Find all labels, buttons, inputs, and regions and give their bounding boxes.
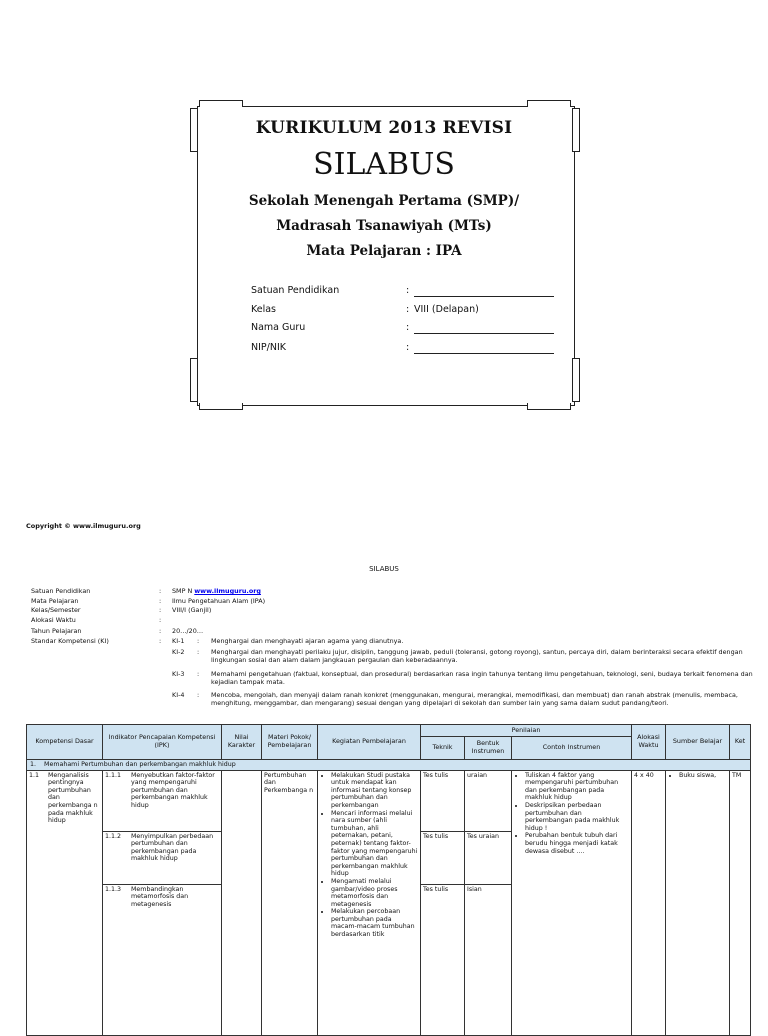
cover-field-colon: : bbox=[406, 285, 410, 296]
ipk-text: Membandingkan metamorfosis dan metagenesis bbox=[131, 885, 189, 908]
teknik-item: Tes tulis bbox=[421, 832, 464, 885]
info-value: 20…/20… bbox=[172, 627, 204, 635]
cover-school-line2: Madrasah Tsanawiyah (MTs) bbox=[276, 218, 492, 234]
cover-school-line1: Sekolah Menengah Pertama (SMP)/ bbox=[248, 193, 520, 209]
frame-tab bbox=[199, 403, 243, 410]
info-label: Alokasi Waktu bbox=[31, 616, 76, 624]
bentuk-item: uraian bbox=[465, 771, 511, 832]
ipk-text: Menyimpulkan perbedaan pertumbuhan dan perkembangan pada makhluk hidup bbox=[131, 832, 214, 863]
ki-colon: : bbox=[197, 670, 200, 678]
ipk-item bbox=[103, 771, 221, 832]
info-label: Mata Pelajaran bbox=[31, 597, 79, 605]
header-materi: Materi Pokok/ Pembelajaran bbox=[262, 725, 318, 760]
ipk-code: 1.1.3 bbox=[105, 885, 122, 893]
list-item: • Melakukan percobaan pertumbuhan pada macam-macam tumbuhan berdasarkan titik bbox=[331, 908, 418, 938]
kd-cell bbox=[27, 770, 103, 1035]
cover-field-blank bbox=[414, 343, 554, 354]
cover-field-colon: : bbox=[406, 322, 410, 333]
cover-field-colon: : bbox=[406, 342, 410, 353]
frame-tab bbox=[199, 100, 243, 107]
cover-field-colon: : bbox=[406, 304, 410, 315]
info-colon: : bbox=[159, 606, 162, 614]
bentuk-item: Isian bbox=[467, 885, 482, 893]
header-contoh: Contoh Instrumen bbox=[512, 737, 632, 760]
ki-colon: : bbox=[197, 637, 200, 645]
ipk-item bbox=[103, 832, 221, 885]
ki-text: Menghargai dan menghayati perilaku jujur, disiplin, tanggung jawab, peduli (toleransi, gotong royong), santun, percaya diri, dalam berinteraksi secara efektif dengan lingkungan sosial dan alam dalam jangkauan pergaulan dan keberadaannya. bbox=[211, 648, 743, 664]
header-nilai: Nilai Karakter bbox=[222, 725, 262, 760]
header-bentuk: Bentuk Instrumen bbox=[465, 737, 512, 760]
teknik-item: Tes tulis bbox=[421, 771, 464, 832]
frame-tab bbox=[527, 100, 571, 107]
teknik-cell bbox=[421, 770, 465, 1035]
syllabus-heading: SILABUS bbox=[369, 565, 399, 573]
frame-tab bbox=[190, 358, 198, 402]
ipk-cell bbox=[103, 770, 222, 1035]
cover-field-label: NIP/NIK bbox=[251, 342, 286, 353]
section-row bbox=[27, 760, 751, 771]
info-label: Tahun Pelajaran bbox=[31, 627, 82, 635]
header-sumber: Sumber Belajar bbox=[666, 725, 730, 760]
list-item: • Buku siswa, bbox=[679, 772, 727, 780]
cover-field-label: Satuan Pendidikan bbox=[251, 285, 340, 296]
teknik-item: Tes tulis bbox=[423, 885, 449, 893]
list-item: • Mengamati melalui gambar/video proses metamorfosis dan metagenesis bbox=[331, 878, 418, 908]
info-value: VIII/I (Ganjil) bbox=[172, 606, 212, 614]
cover-curriculum-title: KURIKULUM 2013 REVISI bbox=[255, 118, 513, 138]
contoh-list bbox=[514, 772, 629, 856]
table-row bbox=[27, 770, 751, 1035]
cover-field-blank bbox=[414, 323, 554, 334]
info-value: Ilmu Pengetahuan Alam (IPA) bbox=[172, 597, 266, 605]
ipk-item bbox=[103, 885, 221, 910]
ki-code: KI-4 bbox=[172, 691, 185, 699]
kd-number: 1.1 bbox=[29, 771, 40, 779]
list-item: • Deskripsikan perbedaan pertumbuhan dan perkembangan pada makhluk hidup ! bbox=[525, 802, 629, 832]
section-title: Memahami Pertumbuhan dan perkembangan makhluk hidup bbox=[44, 761, 236, 768]
ki-text: Mencoba, mengolah, dan menyaji dalam ranah konkret (menggunakan, mengurai, merangkai, memodifikasi, dan membuat) dan ranah abstrak (menulis, membaca, menghitung, menggambar, dan mengarang) sesuai dengan yang dipelajari di sekolah dan sumber lain yang sama dalam sudut pandang/teori. bbox=[211, 691, 738, 707]
sumber-cell bbox=[666, 770, 730, 1035]
info-label: Standar Kompetensi (KI) bbox=[31, 637, 109, 645]
ki-text: Memahami pengetahuan (faktual, konseptual, dan prosedural) berdasarkan rasa ingin tahunya tentang ilmu pengetahuan, teknologi, seni, budaya terkait fenomena dan kejadian tampak mata. bbox=[211, 670, 753, 686]
school-prefix: SMP N bbox=[172, 587, 195, 595]
cover-field-value: VIII (Delapan) bbox=[414, 304, 479, 315]
materi-cell: Pertumbuhan dan Perkembanga n bbox=[262, 770, 318, 1035]
ipk-code: 1.1.1 bbox=[105, 771, 122, 779]
ki-code: KI-2 bbox=[172, 648, 185, 656]
kegiatan-list bbox=[320, 772, 418, 939]
bentuk-item: Tes uraian bbox=[465, 832, 511, 885]
kd-text: Menganalisis pentingnya pertumbuhan dan perkembanga n pada makhluk hidup bbox=[48, 771, 98, 825]
ket-cell: TM bbox=[730, 770, 751, 1035]
ipk-text: Menyebutkan faktor-faktor yang mempengaruhi pertumbuhan dan perkembangan makhluk hidup bbox=[131, 771, 215, 809]
ki-colon: : bbox=[197, 691, 200, 699]
info-colon: : bbox=[159, 597, 162, 605]
cover-field-label: Nama Guru bbox=[251, 322, 306, 333]
list-item: • Tuliskan 4 faktor yang mempengaruhi pertumbuhan dan perkembangan pada makhluk hidup bbox=[525, 772, 629, 802]
ipk-code: 1.1.2 bbox=[105, 832, 122, 840]
ki-code: KI-3 bbox=[172, 670, 185, 678]
cover-main-title: SILABUS bbox=[313, 147, 455, 182]
nilai-cell bbox=[222, 770, 262, 1035]
ki-code: KI-1 bbox=[172, 637, 185, 645]
list-item: • Perubahan bentuk tubuh dari berudu hingga menjadi katak dewasa disebut .... bbox=[525, 832, 629, 855]
header-teknik: Teknik bbox=[421, 737, 465, 760]
info-colon: : bbox=[159, 637, 162, 645]
header-alokasi: Alokasi Waktu bbox=[632, 725, 666, 760]
info-colon: : bbox=[159, 627, 162, 635]
copyright-text: Copyright © www.ilmuguru.org bbox=[26, 522, 141, 530]
ki-colon: : bbox=[197, 648, 200, 656]
contoh-cell bbox=[512, 770, 632, 1035]
info-label: Satuan Pendidikan bbox=[31, 587, 91, 595]
bentuk-cell bbox=[465, 770, 512, 1035]
sumber-list bbox=[668, 772, 727, 780]
header-kd: Kompetensi Dasar bbox=[27, 725, 103, 760]
header-ket: Ket bbox=[730, 725, 751, 760]
header-penilaian: Penilaian bbox=[421, 725, 632, 737]
cover-field-blank bbox=[414, 286, 554, 297]
ki-text: Menghargai dan menghayati ajaran agama yang dianutnya. bbox=[211, 637, 404, 645]
header-kegiatan: Kegiatan Pembelajaran bbox=[318, 725, 421, 760]
section-number: 1. bbox=[30, 761, 37, 768]
info-label: Kelas/Semester bbox=[31, 606, 81, 614]
kegiatan-cell bbox=[318, 770, 421, 1035]
info-colon: : bbox=[159, 587, 162, 595]
cover-field-label: Kelas bbox=[251, 304, 277, 315]
syllabus-table bbox=[26, 724, 751, 1036]
school-link[interactable]: www.ilmuguru.org bbox=[194, 587, 261, 595]
info-colon: : bbox=[159, 616, 162, 624]
info-value bbox=[172, 587, 261, 595]
header-ipk: Indikator Pencapaian Kompetensi (IPK) bbox=[103, 725, 222, 760]
alokasi-cell: 4 x 40 bbox=[632, 770, 666, 1035]
frame-tab bbox=[527, 403, 571, 410]
list-item: • Melakukan Studi pustaka untuk mendapat kan informasi tentang konsep pertumbuhan dan perkembangan bbox=[331, 772, 418, 810]
list-item: • Mencari informasi melalui nara sumber (ahli tumbuhan, ahli peternakan, petani, peternak) tentang faktor-faktor yang mempengaruhi pertumbuhan dan perkembangan makhluk hidup bbox=[331, 810, 418, 878]
cover-subject: Mata Pelajaran : IPA bbox=[306, 243, 462, 259]
frame-tab bbox=[572, 358, 580, 402]
